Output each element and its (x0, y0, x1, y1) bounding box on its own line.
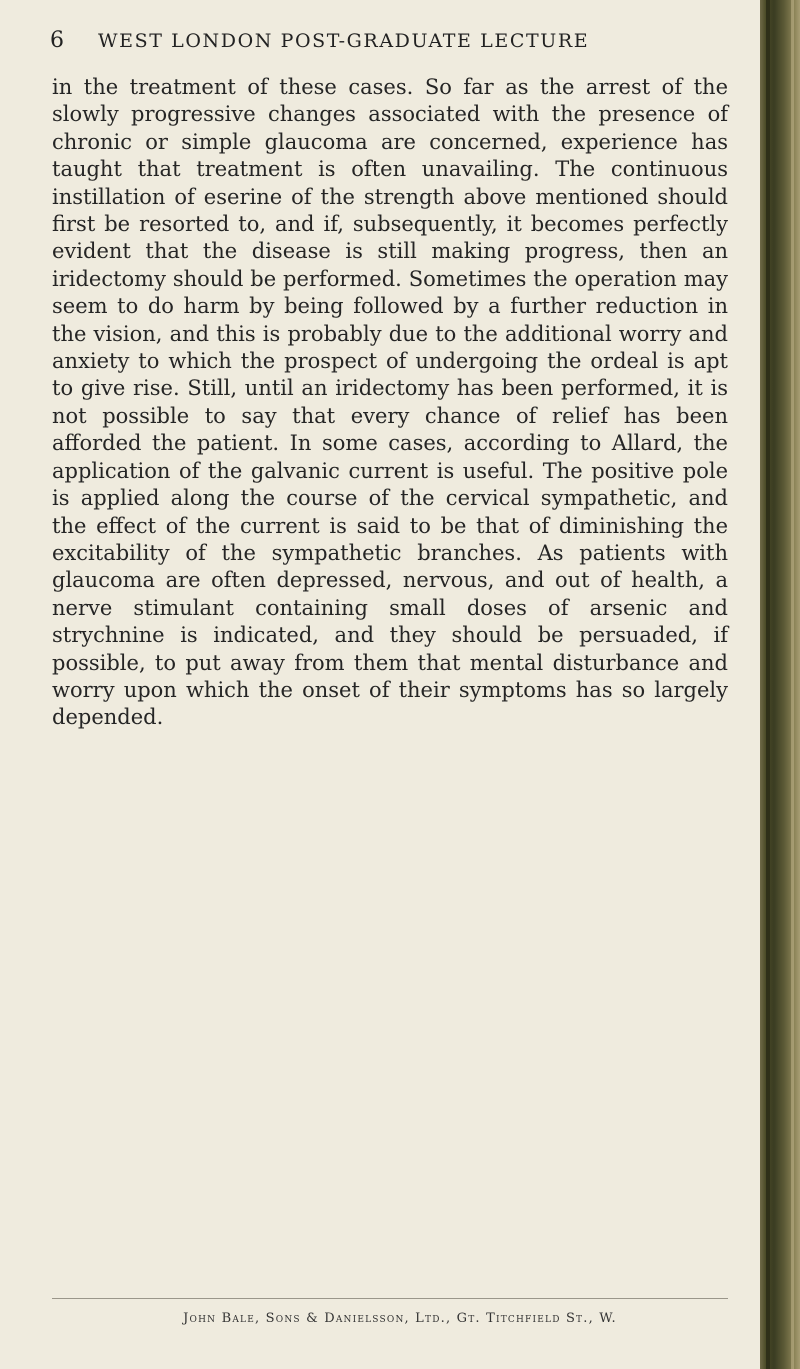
printer-imprint: John Bale, Sons & Danielsson, Ltd., Gt. Titchfield St., W. (183, 1311, 617, 1326)
page-number: 6 (50, 28, 64, 53)
book-edge-highlight (791, 0, 794, 1369)
book-edge-dark-line (766, 0, 770, 1369)
footer-rule (52, 1298, 728, 1299)
body-paragraph: in the treatment of these cases. So far as the arrest of the slowly progressive changes associated with the presence of chronic or simple glaucoma are concerned, experience has taught that treatment is often unavailing. The continuous instillation of eserine of the strength above mentioned should first be resorted to, and if, subsequently, it becomes perfectly evident that the disease is still making progress, then an iridectomy should be performed. Sometimes the operation may seem to do harm by being followed by a further reduction in the vision, and this is probably due to the additional worry and anxiety to which the prospect of undergoing the ordeal is apt to give rise. Still, until an iridectomy has been performed, it is not possible to say that every chance of relief has been afforded the patient. In some cases, according to Allard, the application of the galvanic current is useful. The positive pole is applied along the course of the cervical sympathetic, and the effect of the current is said to be that of diminishing the excitability of the sympathetic branches. As patients with glaucoma are often depressed, nervous, and out of health, a nerve stimulant containing small doses of arsenic and strychnine is indicated, and they should be persuaded, if possible, to put away from them that mental disturbance and worry upon which the onset of their symptoms has so largely depended. (52, 75, 728, 730)
running-head: WEST LONDON POST-GRADUATE LECTURE (98, 30, 590, 52)
